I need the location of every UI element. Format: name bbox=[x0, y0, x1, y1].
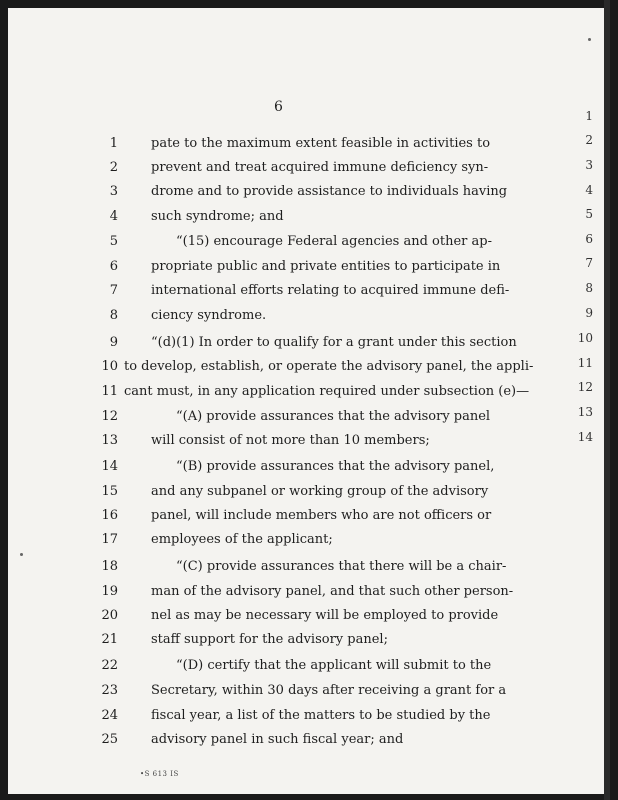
text-line bbox=[8, 134, 604, 154]
text-line bbox=[8, 557, 604, 577]
line-number: 15 bbox=[101, 484, 118, 499]
text-line bbox=[8, 681, 604, 701]
line-number: 4 bbox=[109, 209, 118, 224]
text-line bbox=[8, 530, 604, 550]
line-text: international efforts relating to acquired immune defi- bbox=[151, 283, 510, 298]
bleed-line-number: 6 bbox=[585, 232, 593, 246]
line-text: man of the advisory panel, and that such other person- bbox=[151, 584, 514, 599]
line-number: 22 bbox=[101, 658, 118, 673]
line-text: ciency syndrome. bbox=[151, 308, 267, 323]
line-text: staff support for the advisory panel; bbox=[151, 632, 388, 647]
bleed-line-number: 8 bbox=[585, 281, 593, 295]
text-line bbox=[8, 207, 604, 227]
line-text: prevent and treat acquired immune deficiency syn- bbox=[151, 160, 489, 175]
line-text: Secretary, within 30 days after receiving a grant for a bbox=[151, 683, 507, 698]
bleed-line-number: 12 bbox=[577, 380, 593, 394]
line-number: 6 bbox=[109, 259, 118, 274]
line-number: 13 bbox=[101, 433, 118, 448]
text-line bbox=[8, 281, 604, 301]
bleed-line-number: 4 bbox=[585, 183, 593, 197]
line-text: “(D) certify that the applicant will submit to the bbox=[176, 658, 492, 673]
line-number: 8 bbox=[109, 308, 118, 323]
text-line bbox=[8, 382, 604, 402]
line-text: “(A) provide assurances that the advisory panel bbox=[176, 409, 491, 424]
line-text: to develop, establish, or operate the advisory panel, the appli- bbox=[124, 359, 534, 374]
line-text: pate to the maximum extent feasible in activities to bbox=[151, 136, 491, 151]
bleed-line-number: 11 bbox=[577, 356, 593, 370]
line-text: fiscal year, a list of the matters to be studied by the bbox=[151, 708, 491, 723]
line-text: propriate public and private entities to participate in bbox=[151, 259, 501, 274]
text-line bbox=[8, 257, 604, 277]
line-number: 12 bbox=[101, 409, 118, 424]
line-text: panel, will include members who are not officers or bbox=[151, 508, 492, 523]
line-number: 1 bbox=[109, 136, 118, 151]
line-number: 18 bbox=[101, 559, 118, 574]
line-number: 9 bbox=[109, 335, 118, 350]
line-number: 25 bbox=[101, 732, 118, 747]
line-number: 3 bbox=[109, 184, 118, 199]
speck-mark bbox=[588, 38, 591, 41]
line-text: “(d)(1) In order to qualify for a grant under this section bbox=[151, 335, 517, 350]
line-number: 21 bbox=[101, 632, 118, 647]
bleed-line-number: 9 bbox=[585, 306, 593, 320]
line-number: 11 bbox=[101, 384, 118, 399]
text-line bbox=[8, 431, 604, 451]
text-line bbox=[8, 333, 604, 353]
line-text: employees of the applicant; bbox=[151, 532, 333, 547]
bleed-line-number: 13 bbox=[577, 405, 593, 419]
text-line bbox=[8, 407, 604, 427]
line-number: 19 bbox=[101, 584, 118, 599]
line-text: “(C) provide assurances that there will be a chair- bbox=[176, 559, 507, 574]
text-line bbox=[8, 306, 604, 326]
line-text: such syndrome; and bbox=[151, 209, 284, 224]
bleed-line-number: 3 bbox=[585, 158, 593, 172]
line-number: 24 bbox=[101, 708, 118, 723]
line-number: 20 bbox=[101, 608, 118, 623]
speck-mark bbox=[20, 553, 23, 556]
text-line bbox=[8, 482, 604, 502]
bill-footer: •S 613 IS bbox=[140, 770, 179, 778]
document-page bbox=[8, 8, 604, 794]
line-text: nel as may be necessary will be employed to provide bbox=[151, 608, 499, 623]
text-line bbox=[8, 158, 604, 178]
line-number: 14 bbox=[101, 459, 118, 474]
page-number: 6 bbox=[274, 99, 283, 115]
line-text: “(B) provide assurances that the advisory panel, bbox=[176, 459, 495, 474]
text-line bbox=[8, 506, 604, 526]
page-edge bbox=[604, 0, 610, 800]
line-number: 16 bbox=[101, 508, 118, 523]
text-line bbox=[8, 656, 604, 676]
text-line bbox=[8, 730, 604, 750]
bleed-line-number: 5 bbox=[585, 207, 593, 221]
bleed-line-number: 10 bbox=[577, 331, 593, 345]
line-number: 7 bbox=[109, 283, 118, 298]
text-line bbox=[8, 582, 604, 602]
line-text: and any subpanel or working group of the advisory bbox=[151, 484, 489, 499]
bleed-line-number: 2 bbox=[585, 133, 593, 147]
line-text: advisory panel in such fiscal year; and bbox=[151, 732, 404, 747]
text-line bbox=[8, 606, 604, 626]
line-number: 23 bbox=[101, 683, 118, 698]
line-number: 2 bbox=[109, 160, 118, 175]
line-number: 17 bbox=[101, 532, 118, 547]
bleed-line-number: 14 bbox=[577, 430, 593, 444]
line-text: will consist of not more than 10 members; bbox=[151, 433, 430, 448]
line-number: 5 bbox=[109, 234, 118, 249]
text-line bbox=[8, 232, 604, 252]
text-line bbox=[8, 630, 604, 650]
text-line bbox=[8, 357, 604, 377]
line-number: 10 bbox=[101, 359, 118, 374]
bleed-line-number: 7 bbox=[585, 256, 593, 270]
line-text: cant must, in any application required under subsection (e)— bbox=[124, 384, 530, 399]
text-line bbox=[8, 457, 604, 477]
text-line bbox=[8, 706, 604, 726]
line-text: “(15) encourage Federal agencies and other ap- bbox=[176, 234, 492, 249]
line-text: drome and to provide assistance to individuals having bbox=[151, 184, 508, 199]
text-line bbox=[8, 182, 604, 202]
bleed-line-number: 1 bbox=[585, 109, 593, 123]
